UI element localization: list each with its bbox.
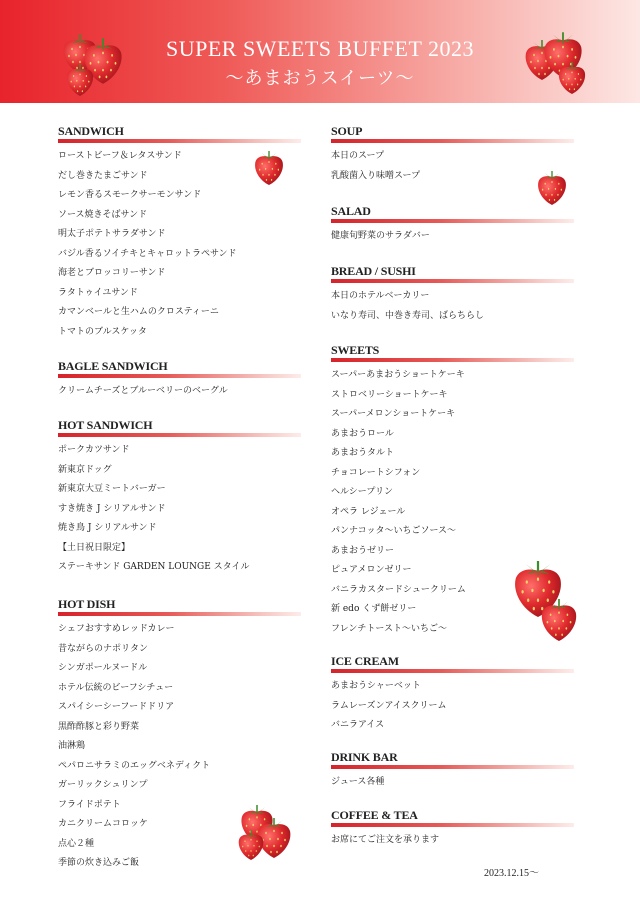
menu-item: あまおうシャーベット — [331, 681, 421, 691]
menu-item: パンナコッタ～いちごソース～ — [331, 526, 457, 536]
menu-item: レモン香るスモークサーモンサンド — [58, 190, 202, 200]
section-divider — [331, 279, 574, 283]
menu-item: ホテル伝統のビーフシチュー — [58, 682, 174, 693]
section-coffee-tea — [331, 808, 574, 851]
menu-item: ラタトゥイユサンド — [58, 287, 138, 298]
section-title: DRINK BAR — [331, 750, 398, 764]
section-title: SOUP — [331, 124, 363, 138]
section-bagle-sandwich — [58, 359, 301, 402]
menu-item: チョコレートシフォン — [331, 467, 421, 478]
menu-item: 黒酢酢豚と彩り野菜 — [58, 721, 140, 732]
section-title: COFFEE & TEA — [331, 808, 418, 822]
menu-item: クリームチーズとブルーベリーのベーグル — [58, 386, 228, 396]
menu-item: あまおうタルト — [331, 448, 395, 458]
header-banner — [0, 0, 640, 103]
menu-item: 海老とブロッコリーサンド — [58, 268, 166, 278]
menu-item: カマンベールと生ハムのクロスティーニ — [58, 307, 219, 317]
menu-item: シェフおすすめレッドカレー — [58, 624, 175, 634]
menu-item: ストロベリーショートケーキ — [331, 389, 448, 400]
section-hot-sandwich — [58, 418, 301, 578]
menu-item: バジル香るソイチキとキャロットラペサンド — [58, 248, 237, 259]
section-divider — [331, 219, 574, 223]
effective-date: 2023.12.15～ — [484, 868, 539, 879]
menu-item: いなり寿司、中巻き寿司、ばらちらし — [331, 310, 485, 321]
menu-item: フレンチトースト～いちご～ — [331, 623, 447, 634]
strawberry-icon — [538, 594, 580, 646]
section-title: HOT SANDWICH — [58, 418, 153, 432]
menu-item: 乳酸菌入り味噌スープ — [331, 170, 421, 181]
menu-item: 本日のホテルベーカリー — [331, 291, 430, 301]
menu-item: ローストビーフ＆レタスサンド — [58, 151, 182, 161]
section-salad — [331, 204, 574, 247]
strawberry-icon — [535, 166, 569, 210]
section-title: HOT DISH — [58, 597, 116, 611]
menu-item: ガーリックシュリンプ — [58, 780, 148, 790]
menu-item: 点心２種 — [58, 838, 95, 849]
menu-item: 健康旬野菜のサラダバー — [331, 231, 430, 241]
menu-item: ペパロニサラミのエッグベネディクト — [58, 760, 211, 771]
menu-item: すき焼き J シリアルサンド — [58, 503, 166, 514]
section-divider — [58, 139, 301, 143]
section-divider — [58, 433, 301, 437]
menu-item: ラムレーズンアイスクリーム — [331, 700, 447, 711]
section-divider — [331, 139, 574, 143]
menu-item: 焼き鳥 J シリアルサンド — [58, 523, 157, 533]
section-divider — [331, 823, 574, 827]
section-divider — [331, 358, 574, 362]
menu-item: オペラ レジェール — [331, 506, 406, 517]
menu-item: 新東京大豆ミートバーガー — [58, 484, 166, 494]
menu-item: あまおうゼリー — [331, 545, 395, 556]
section-divider — [58, 612, 301, 616]
menu-item: バニラアイス — [331, 720, 385, 730]
menu-item: バニラカスタードシュークリーム — [331, 584, 466, 595]
section-title: BAGLE SANDWICH — [58, 359, 168, 373]
menu-item: 【土日祝日限定】 — [58, 542, 131, 553]
menu-item: カニクリームコロッケ — [58, 819, 148, 829]
menu-item: ポークカツサンド — [58, 445, 130, 455]
menu-item: 新 edo くず餅ゼリー — [331, 604, 417, 614]
menu-item: 油淋鶏 — [58, 741, 86, 751]
menu-item: ヘルシープリン — [331, 487, 393, 497]
section-bread-sushi — [331, 264, 574, 326]
section-divider — [331, 765, 574, 769]
menu-item: フライドポテト — [58, 799, 121, 810]
menu-item: あまおうロール — [331, 428, 394, 439]
strawberry-icon — [556, 60, 588, 96]
menu-item: トマトのブルスケッタ — [58, 326, 147, 337]
section-divider — [58, 374, 301, 378]
page-subtitle: ～あまおうスイーツ～ — [225, 68, 415, 89]
menu-item: シンガポールヌードル — [58, 663, 148, 673]
strawberry-icon — [252, 146, 286, 190]
strawberry-icon — [236, 826, 266, 864]
menu-item: 明太子ポテトサラダサンド — [58, 229, 166, 239]
menu-item: ステーキサンド GARDEN LOUNGE スタイル — [58, 562, 250, 572]
menu-item: お席にてご注文を承ります — [331, 835, 440, 845]
section-title: SWEETS — [331, 343, 380, 357]
menu-item: 昔ながらのナポリタン — [58, 643, 149, 654]
menu-item: ピュアメロンゼリー — [331, 565, 412, 575]
section-title: SANDWICH — [58, 124, 124, 138]
section-ice-cream — [331, 654, 574, 736]
menu-item: 季節の炊き込みご飯 — [58, 858, 140, 868]
menu-item: 新東京ドッグ — [58, 464, 112, 475]
section-title: ICE CREAM — [331, 654, 399, 668]
section-divider — [331, 669, 574, 673]
menu-item: スーパーメロンショートケーキ — [331, 409, 456, 419]
menu-item: ソース焼きそばサンド — [58, 209, 148, 220]
section-title: SALAD — [331, 204, 371, 218]
menu-item: 本日のスープ — [331, 151, 385, 161]
page-title: SUPER SWEETS BUFFET 2023 — [165, 36, 475, 61]
strawberry-icon — [64, 62, 96, 98]
section-title: BREAD / SUSHI — [331, 264, 416, 278]
menu-item: スーパーあまおうショートケーキ — [331, 370, 465, 380]
menu-item: スパイシーシーフードドリア — [58, 702, 175, 712]
menu-item: ジュース各種 — [331, 777, 385, 787]
menu-item: だし巻きたまごサンド — [58, 170, 148, 181]
section-drink-bar — [331, 750, 574, 793]
